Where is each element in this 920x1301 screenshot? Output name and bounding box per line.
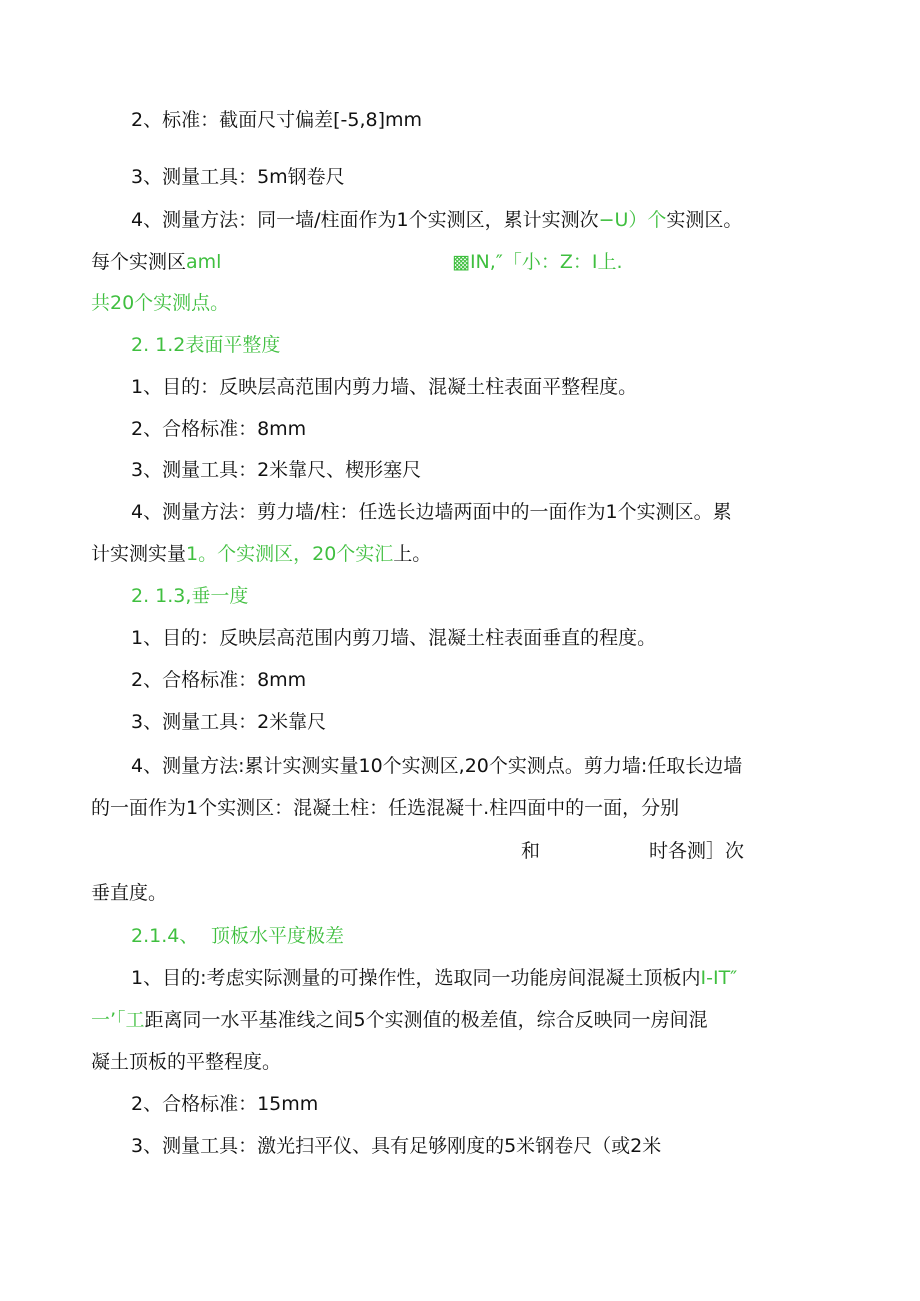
section-heading: [131, 923, 198, 949]
text: 垂直度。: [91, 882, 168, 904]
section-heading: [211, 923, 344, 949]
section-line: [91, 249, 221, 275]
text: 和: [521, 840, 541, 862]
text: 2、合格标准：15mm: [131, 1093, 319, 1115]
section-line: [91, 880, 167, 906]
section-line: [131, 709, 326, 735]
text: 共20个实测点。: [91, 292, 230, 314]
ocr-noise-line: [452, 249, 623, 275]
text: 距离同一水平基准线之间5个实测值的极差值，综合反映同一房间混: [144, 1009, 708, 1031]
text: 2、合格标准：8mm: [131, 418, 307, 440]
ocr-noise-text: I-IT″: [700, 967, 738, 989]
section-line: [131, 416, 306, 442]
section-line: [91, 290, 229, 316]
section-line: [131, 667, 306, 693]
text: 3、测量工具：5m钢卷尺: [131, 166, 345, 188]
section-line: [131, 965, 737, 991]
section-line: [131, 1133, 661, 1159]
ocr-noise-text: ▩IN,″「小：Z：I上.: [452, 251, 623, 273]
heading-number: 2.1.4、: [131, 925, 199, 947]
fragment-text: [649, 838, 744, 864]
text: 2、合格标准：8mm: [131, 669, 307, 691]
text: 1、目的：反映层高范围内剪力墙、混凝土柱表面平整程度。: [131, 376, 638, 398]
text: 1、目的:考虑实际测量的可操作性，选取同一功能房间混凝土顶板内: [131, 967, 701, 989]
text: 1、目的：反映层高范围内剪刀墙、混凝土柱表面垂直的程度。: [131, 627, 657, 649]
ocr-noise-text: 1。个实测区，: [186, 543, 313, 565]
ocr-noise-text: −U）个: [598, 209, 667, 231]
section-heading: [131, 583, 248, 609]
text: 3、测量工具：2米靠尺、楔形塞尺: [131, 459, 422, 481]
text: 的一面作为1个实测区：混凝土柱：任选混凝十.柱四面中的一面，分别: [91, 797, 680, 819]
section-line: [131, 499, 732, 525]
text: 时各测］次: [649, 840, 745, 862]
ocr-noise-text: 20个实汇: [312, 543, 394, 565]
ocr-noise-text: aml: [186, 251, 222, 273]
text: 4、测量方法:累计实测实量10个实测区,20个实测点。剪力墙:任取长边墙: [131, 755, 743, 777]
text: 每个实测区: [91, 251, 187, 273]
heading-text: 2. 1.2表面平整度: [131, 334, 281, 356]
section-line: [131, 753, 742, 779]
heading-text: 顶板水平度极差: [211, 925, 345, 947]
section-line: [91, 1007, 708, 1033]
heading-text: 2. 1.3,垂一度: [131, 585, 249, 607]
fragment-text: [521, 838, 540, 864]
text: 上。: [393, 543, 432, 565]
section-line: [131, 374, 637, 400]
text: 2、标准：截面尺寸偏差[-5,8]mm: [131, 109, 423, 131]
section-line: [131, 625, 656, 651]
section-heading: [131, 332, 280, 358]
section-line: [131, 164, 345, 190]
section-line: [131, 207, 742, 233]
text: 4、测量方法：剪力墙/柱：任选长边墙两面中的一面作为1个实测区。累: [131, 501, 732, 523]
section-line: [91, 795, 679, 821]
text: 4、测量方法：同一墙/柱面作为1个实测区，累计实测次: [131, 209, 599, 231]
text: 3、测量工具：激光扫平仪、具有足够刚度的5米钢卷尺（或2米: [131, 1135, 662, 1157]
section-line: [91, 1049, 281, 1075]
text: 3、测量工具：2米靠尺: [131, 711, 327, 733]
section-line: [131, 1091, 318, 1117]
ocr-noise-text: 一’「工: [91, 1009, 145, 1031]
section-line: [131, 457, 421, 483]
text: 计实测实量: [91, 543, 187, 565]
text: 凝土顶板的平整程度。: [91, 1051, 282, 1073]
section-line: [91, 541, 431, 567]
text: 实测区。: [666, 209, 743, 231]
section-line: [131, 107, 422, 133]
